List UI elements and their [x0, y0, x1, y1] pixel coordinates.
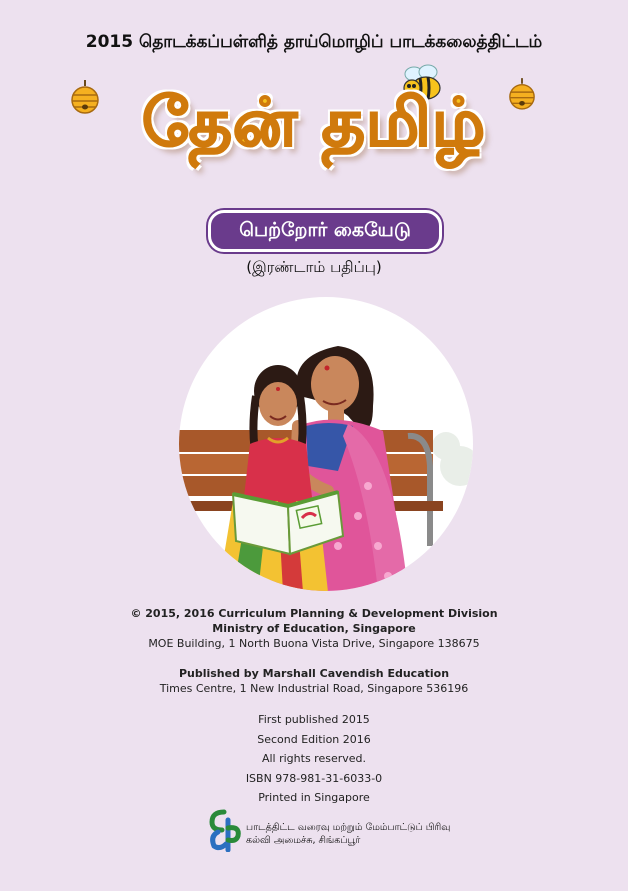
isbn: ISBN 978-981-31-6033-0	[245, 771, 383, 785]
ministry-address: MOE Building, 1 North Buona Vista Drive, Singapore 138675	[148, 637, 480, 650]
book-title: தேன் தமிழ்	[142, 84, 486, 161]
title-block	[60, 72, 568, 202]
printed-in: Printed in Singapore	[258, 791, 370, 804]
copyright-line: © 2015, 2016 Curriculum Planning & Development Division	[130, 607, 498, 620]
rights-reserved: All rights reserved.	[261, 752, 367, 765]
ministry-logo	[208, 806, 488, 852]
ministry-line: Ministry of Education, Singapore	[212, 622, 416, 635]
curriculum-line: 2015 தொடக்கப்பள்ளித் தாய்மொழிப் பாடக்கலைத்திட்டம்	[85, 32, 543, 52]
cover-illustration	[178, 296, 474, 592]
logo-line-ministry: கல்வி அமைச்சு, சிங்கப்பூர்	[246, 835, 361, 846]
cpdd-logo-icon	[208, 806, 242, 852]
second-edition: Second Edition 2016	[257, 732, 371, 746]
first-published: First published 2015	[258, 713, 370, 726]
publisher-address: Times Centre, 1 New Industrial Road, Singapore 536196	[159, 682, 469, 695]
publisher-line: Published by Marshall Cavendish Education	[178, 667, 450, 680]
logo-text	[246, 821, 450, 847]
logo-line-division: பாடத்திட்ட வரைவு மற்றும் மேம்பாட்டுப் பிரிவு	[246, 822, 451, 833]
subtitle-badge: பெற்றோர் கையேடு	[208, 210, 442, 252]
edition-label: (இரண்டாம் பதிப்பு)	[246, 258, 382, 276]
edition-info-block	[0, 710, 628, 808]
copyright-block	[0, 606, 628, 651]
publisher-block	[0, 666, 628, 696]
